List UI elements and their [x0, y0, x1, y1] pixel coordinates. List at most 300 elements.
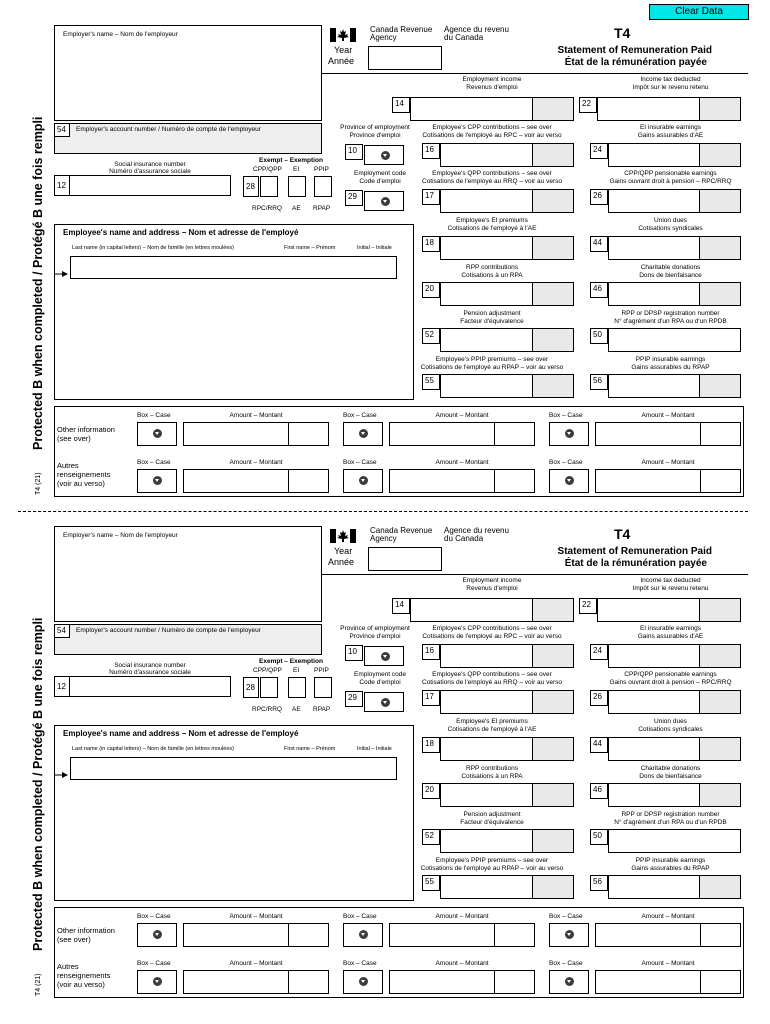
other-amount-input[interactable]: [389, 923, 535, 947]
exempt-rpc-label: RPC/RRQ: [252, 205, 282, 212]
other-amount-input[interactable]: [183, 970, 329, 994]
employee-name-input[interactable]: [70, 256, 397, 279]
label-b26-en: CPP/QPP pensionable earnings: [624, 671, 717, 678]
cents-field[interactable]: [699, 691, 740, 713]
label-b18-fr: Cotisations de l'employé à l'AE: [447, 726, 537, 733]
label-b46-en: Charitable donations: [640, 765, 701, 772]
other-label-en-2: (see over): [57, 935, 91, 944]
amount-label: Amount – Montant: [229, 459, 283, 466]
label-b26-fr: Gains ouvrant droit à pension – RPC/RRQ: [609, 679, 732, 686]
box-case-label: Box – Case: [343, 412, 377, 419]
other-label-en-1: Other information: [57, 926, 115, 935]
label-b50-en: RPP or DPSP registration number: [621, 811, 720, 818]
agency-en: Canada Revenue Agency: [370, 526, 433, 543]
initial-label: Initial – Initiale: [357, 746, 392, 752]
amount-input-20[interactable]: [440, 282, 574, 306]
other-label-fr-1: Autres: [57, 962, 79, 971]
exempt-cpp-checkbox[interactable]: [260, 176, 278, 197]
exempt-ae-label: AE: [292, 205, 301, 212]
chevron-down-icon: [359, 930, 368, 939]
cents-field[interactable]: [532, 738, 573, 760]
box-24: 24: [590, 143, 608, 159]
cents-field[interactable]: [532, 691, 573, 713]
box-12: 12: [54, 676, 70, 697]
exempt-title: Exempt – Exemption: [259, 658, 323, 665]
amount-label: Amount – Montant: [435, 459, 489, 466]
amount-input-16[interactable]: [440, 143, 574, 167]
employee-title: Employee's name and address – Nom et adresse de l'employé: [63, 228, 299, 237]
label-b17-en: Employee's QPP contributions – see over: [432, 170, 552, 177]
other-box-dropdown[interactable]: [137, 469, 177, 493]
exempt-ppip-label: PPIP: [314, 667, 329, 674]
amount-input-14[interactable]: [410, 97, 574, 121]
chevron-down-icon: [153, 977, 162, 986]
cents-field[interactable]: [699, 876, 740, 898]
amount-input-55[interactable]: [440, 875, 574, 899]
box-26: 26: [590, 189, 608, 205]
label-b18-en: Employee's EI premiums: [456, 217, 528, 224]
sin-input[interactable]: [54, 676, 231, 697]
box-16: 16: [422, 644, 440, 660]
cents-field[interactable]: [699, 237, 740, 259]
other-amount-input[interactable]: [595, 422, 741, 446]
province-dropdown[interactable]: [364, 646, 404, 666]
chevron-down-icon: [381, 151, 390, 160]
box-18: 18: [422, 236, 440, 252]
year-en: Year: [334, 546, 353, 556]
exempt-ppip-checkbox[interactable]: [314, 176, 332, 197]
other-label-fr-2: renseignements: [57, 470, 111, 479]
other-label-en-1: Other information: [57, 425, 115, 434]
box-10: 10: [345, 144, 363, 160]
cents-divider: [288, 924, 289, 946]
label-b22-en: Income tax deducted: [640, 76, 701, 83]
other-amount-input[interactable]: [183, 422, 329, 446]
other-box-dropdown[interactable]: [343, 970, 383, 994]
employee-title: Employee's name and address – Nom et adresse de l'employé: [63, 729, 299, 738]
other-label-fr-1: Autres: [57, 461, 79, 470]
other-box-dropdown[interactable]: [137, 970, 177, 994]
other-amount-input[interactable]: [183, 923, 329, 947]
label-b20-fr: Cotisations à un RPA: [461, 272, 523, 279]
cents-field[interactable]: [532, 375, 573, 397]
label-b14-en: Employment income: [462, 577, 522, 584]
other-box-dropdown[interactable]: [549, 923, 589, 947]
chevron-down-icon: [381, 197, 390, 206]
other-amount-input[interactable]: [389, 970, 535, 994]
exempt-ae-label: AE: [292, 706, 301, 713]
first-name-label: First name – Prénom: [284, 245, 336, 251]
exempt-ppip-checkbox[interactable]: [314, 677, 332, 698]
other-box-dropdown[interactable]: [343, 469, 383, 493]
cents-divider: [288, 423, 289, 445]
exempt-ei-checkbox[interactable]: [288, 677, 306, 698]
employer-name-field[interactable]: [54, 25, 322, 121]
chevron-down-icon: [565, 476, 574, 485]
year-fr: Année: [328, 56, 355, 66]
cents-field[interactable]: [699, 283, 740, 305]
amount-label: Amount – Montant: [435, 960, 489, 967]
label-b44-fr: Cotisations syndicales: [638, 726, 703, 733]
other-box-dropdown[interactable]: [549, 422, 589, 446]
box-26: 26: [590, 690, 608, 706]
chevron-down-icon: [381, 652, 390, 661]
box-52: 52: [422, 829, 440, 845]
cents-field[interactable]: [532, 98, 573, 120]
arrow-right-icon: [54, 765, 68, 771]
employment-code-dropdown[interactable]: [364, 692, 404, 712]
form-id: T4 (21): [35, 973, 42, 996]
cents-field[interactable]: [532, 645, 573, 667]
amount-input-52[interactable]: [440, 829, 574, 853]
cents-divider: [700, 470, 701, 492]
box-case-label: Box – Case: [137, 459, 171, 466]
label-b50-en: RPP or DPSP registration number: [621, 310, 720, 317]
other-box-dropdown[interactable]: [549, 469, 589, 493]
amount-input-26[interactable]: [608, 189, 741, 213]
canada-flag-icon: [330, 28, 356, 42]
label-b22-en: Income tax deducted: [640, 577, 701, 584]
box-20: 20: [422, 783, 440, 799]
box-12: 12: [54, 175, 70, 196]
amount-input-18[interactable]: [440, 737, 574, 761]
exempt-ei-checkbox[interactable]: [288, 176, 306, 197]
label-b55-en: Employee's PPIP premiums – see over: [435, 857, 549, 864]
clear-data-button[interactable]: Clear Data: [649, 4, 749, 20]
sin-label-2: Numéro d'assurance sociale: [109, 669, 191, 676]
label-b52-en: Pension adjustment: [463, 310, 521, 317]
cents-field[interactable]: [532, 190, 573, 212]
amount-input-22[interactable]: [597, 598, 741, 622]
exempt-ei-label: EI: [293, 667, 300, 674]
label-b44-fr: Cotisations syndicales: [638, 225, 703, 232]
box-44: 44: [590, 737, 608, 753]
amount-label: Amount – Montant: [229, 960, 283, 967]
cents-field[interactable]: [699, 98, 740, 120]
label-b20-en: RPP contributions: [466, 264, 518, 271]
amount-input-55[interactable]: [440, 374, 574, 398]
box-46: 46: [590, 282, 608, 298]
label-b55-fr: Cotisations de l'employé au RPAP – voir au verso: [420, 364, 564, 371]
label-b24-fr: Gains assurables d'AE: [637, 633, 704, 640]
amount-label: Amount – Montant: [641, 913, 695, 920]
amount-input-22[interactable]: [597, 97, 741, 121]
box-44: 44: [590, 236, 608, 252]
label-b46-fr: Dons de bienfaisance: [639, 773, 702, 780]
initial-label: Initial – Initiale: [357, 245, 392, 251]
slip-copy-2: [0, 501, 770, 1001]
protected-b-label: Protected B when completed / Protégé B une fois rempli: [31, 617, 45, 951]
label-b50-fr: N° d'agrément d'un RPA ou d'un RPDB: [614, 318, 727, 325]
sin-label-1: Social insurance number: [114, 662, 186, 669]
year-input[interactable]: [368, 46, 442, 70]
amount-input-24[interactable]: [608, 143, 741, 167]
box-52: 52: [422, 328, 440, 344]
label-b56-en: PPIP insurable earnings: [635, 356, 706, 363]
amount-label: Amount – Montant: [229, 412, 283, 419]
amount-input-44[interactable]: [608, 737, 741, 761]
box-22: 22: [579, 598, 597, 614]
other-amount-input[interactable]: [595, 923, 741, 947]
sin-label-1: Social insurance number: [114, 161, 186, 168]
arrow-right-icon: [54, 264, 68, 270]
exempt-cpp-label: CPP/QPP: [253, 667, 282, 674]
box-17: 17: [422, 189, 440, 205]
other-box-dropdown[interactable]: [137, 923, 177, 947]
agency-fr: Agence du revenu du Canada: [444, 25, 509, 42]
title-en: Statement of Remuneration Paid: [557, 546, 712, 557]
box-14: 14: [392, 598, 410, 614]
cents-field[interactable]: [699, 784, 740, 806]
amount-input-17[interactable]: [440, 690, 574, 714]
box-case-label: Box – Case: [549, 960, 583, 967]
cents-divider: [700, 924, 701, 946]
first-name-label: First name – Prénom: [284, 746, 336, 752]
box-17: 17: [422, 690, 440, 706]
cents-field[interactable]: [699, 190, 740, 212]
protected-b-label: Protected B when completed / Protégé B une fois rempli: [31, 116, 45, 450]
amount-input-46[interactable]: [608, 783, 741, 807]
cents-field[interactable]: [532, 237, 573, 259]
box-22: 22: [579, 97, 597, 113]
label-b26-en: CPP/QPP pensionable earnings: [624, 170, 717, 177]
chevron-down-icon: [565, 429, 574, 438]
other-amount-input[interactable]: [595, 469, 741, 493]
cents-field[interactable]: [532, 784, 573, 806]
label-b14-fr: Revenus d'emploi: [466, 84, 518, 91]
exempt-rpap-label: RPAP: [313, 205, 331, 212]
cents-field[interactable]: [532, 283, 573, 305]
label-b56-fr: Gains assurables du RPAP: [631, 865, 710, 872]
label-b55-en: Employee's PPIP premiums – see over: [435, 356, 549, 363]
amount-input-50[interactable]: [608, 328, 741, 352]
box-24: 24: [590, 644, 608, 660]
amount-input-50[interactable]: [608, 829, 741, 853]
header-rule: [322, 574, 748, 575]
cents-divider: [494, 971, 495, 993]
form-id: T4 (21): [35, 472, 42, 495]
chevron-down-icon: [381, 698, 390, 707]
cents-divider: [494, 924, 495, 946]
box-28: 28: [243, 176, 259, 197]
form-code: T4: [614, 25, 631, 41]
box-54: 54: [54, 624, 70, 638]
amount-input-46[interactable]: [608, 282, 741, 306]
cents-field[interactable]: [699, 144, 740, 166]
box-case-label: Box – Case: [549, 412, 583, 419]
box-56: 56: [590, 875, 608, 891]
label-b20-fr: Cotisations à un RPA: [461, 773, 523, 780]
cents-divider: [494, 423, 495, 445]
cents-field[interactable]: [532, 876, 573, 898]
exempt-cpp-label: CPP/QPP: [253, 166, 282, 173]
label-b22-fr: Impôt sur le revenu retenu: [632, 84, 709, 91]
label-b50-fr: N° d'agrément d'un RPA ou d'un RPDB: [614, 819, 727, 826]
employment-code-dropdown[interactable]: [364, 191, 404, 211]
box-case-label: Box – Case: [137, 960, 171, 967]
box-56: 56: [590, 374, 608, 390]
label-b16-fr: Cotisations de l'employé au RPC – voir au verso: [422, 633, 562, 640]
account-label: Employer's account number / Numéro de compte de l'employeur: [76, 126, 261, 133]
chevron-down-icon: [153, 930, 162, 939]
label-b55-fr: Cotisations de l'employé au RPAP – voir au verso: [420, 865, 564, 872]
slip-copy-1: [0, 0, 770, 500]
label-b17-fr: Cotisations de l'employé au RRQ – voir au verso: [422, 178, 562, 185]
amount-input-56[interactable]: [608, 875, 741, 899]
box-28: 28: [243, 677, 259, 698]
amount-label: Amount – Montant: [435, 412, 489, 419]
box-case-label: Box – Case: [549, 913, 583, 920]
cents-field[interactable]: [699, 375, 740, 397]
label-b22-fr: Impôt sur le revenu retenu: [632, 585, 709, 592]
amount-input-16[interactable]: [440, 644, 574, 668]
province-dropdown[interactable]: [364, 145, 404, 165]
amount-input-20[interactable]: [440, 783, 574, 807]
cents-field[interactable]: [532, 144, 573, 166]
label-b24-en: EI insurable earnings: [639, 625, 702, 632]
label-b16-fr: Cotisations de l'employé au RPC – voir au verso: [422, 132, 562, 139]
box-50: 50: [590, 328, 608, 344]
box-46: 46: [590, 783, 608, 799]
label-b18-en: Employee's EI premiums: [456, 718, 528, 725]
chevron-down-icon: [565, 930, 574, 939]
province-label-1: Province of employment: [340, 124, 410, 131]
cents-field[interactable]: [699, 599, 740, 621]
box-10: 10: [345, 645, 363, 661]
other-amount-input[interactable]: [389, 422, 535, 446]
amount-input-44[interactable]: [608, 236, 741, 260]
label-b46-en: Charitable donations: [640, 264, 701, 271]
label-b20-en: RPP contributions: [466, 765, 518, 772]
employee-address-input[interactable]: [70, 785, 397, 895]
cents-field[interactable]: [532, 830, 573, 852]
employee-address-input[interactable]: [70, 284, 397, 394]
amount-input-56[interactable]: [608, 374, 741, 398]
box-18: 18: [422, 737, 440, 753]
exempt-rpc-label: RPC/RRQ: [252, 706, 282, 713]
label-b17-fr: Cotisations de l'employé au RRQ – voir au verso: [422, 679, 562, 686]
label-b16-en: Employee's CPP contributions – see over: [432, 625, 552, 632]
amount-input-17[interactable]: [440, 189, 574, 213]
amount-input-14[interactable]: [410, 598, 574, 622]
sin-input[interactable]: [54, 175, 231, 196]
code-label-2: Code d'emploi: [359, 178, 401, 185]
year-en: Year: [334, 45, 353, 55]
label-b52-fr: Facteur d'équivalence: [460, 819, 524, 826]
box-55: 55: [422, 875, 440, 891]
title-fr: État de la rémunération payée: [564, 558, 707, 569]
cents-field[interactable]: [699, 645, 740, 667]
label-b46-fr: Dons de bienfaisance: [639, 272, 702, 279]
amount-input-24[interactable]: [608, 644, 741, 668]
label-b24-fr: Gains assurables d'AE: [637, 132, 704, 139]
form-code: T4: [614, 526, 631, 542]
employer-name-field[interactable]: [54, 526, 322, 622]
label-b14-fr: Revenus d'emploi: [466, 585, 518, 592]
box-54: 54: [54, 123, 70, 137]
cents-field[interactable]: [699, 738, 740, 760]
header-rule: [322, 73, 748, 74]
label-b52-fr: Facteur d'équivalence: [460, 318, 524, 325]
other-box-dropdown[interactable]: [549, 970, 589, 994]
amount-label: Amount – Montant: [229, 913, 283, 920]
other-amount-input[interactable]: [183, 469, 329, 493]
box-29: 29: [345, 691, 363, 707]
last-name-label: Last name (in capital letters) – Nom de famille (en lettres moulées): [72, 245, 235, 251]
amount-input-26[interactable]: [608, 690, 741, 714]
cents-divider: [700, 971, 701, 993]
cents-divider: [288, 971, 289, 993]
chevron-down-icon: [359, 476, 368, 485]
label-b17-en: Employee's QPP contributions – see over: [432, 671, 552, 678]
label-b26-fr: Gains ouvrant droit à pension – RPC/RRQ: [609, 178, 732, 185]
label-b56-fr: Gains assurables du RPAP: [631, 364, 710, 371]
agency-fr: Agence du revenu du Canada: [444, 526, 509, 543]
exempt-ppip-label: PPIP: [314, 166, 329, 173]
code-label-2: Code d'emploi: [359, 679, 401, 686]
other-box-dropdown[interactable]: [137, 422, 177, 446]
cents-field[interactable]: [532, 599, 573, 621]
employer-name-label: Employer's name – Nom de l'employeur: [63, 532, 178, 539]
box-case-label: Box – Case: [137, 412, 171, 419]
box-20: 20: [422, 282, 440, 298]
canada-flag-icon: [330, 529, 356, 543]
other-amount-input[interactable]: [389, 469, 535, 493]
employee-name-input[interactable]: [70, 757, 397, 780]
code-label-1: Employment code: [353, 671, 407, 678]
box-case-label: Box – Case: [343, 960, 377, 967]
year-input[interactable]: [368, 547, 442, 571]
amount-input-52[interactable]: [440, 328, 574, 352]
chevron-down-icon: [359, 429, 368, 438]
employer-name-label: Employer's name – Nom de l'employeur: [63, 31, 178, 38]
box-16: 16: [422, 143, 440, 159]
code-label-1: Employment code: [353, 170, 407, 177]
amount-label: Amount – Montant: [641, 459, 695, 466]
other-label-fr-2: renseignements: [57, 971, 111, 980]
other-box-dropdown[interactable]: [343, 923, 383, 947]
other-label-fr-3: (voir au verso): [57, 479, 105, 488]
title-en: Statement of Remuneration Paid: [557, 45, 712, 56]
exempt-title: Exempt – Exemption: [259, 157, 323, 164]
amount-input-18[interactable]: [440, 236, 574, 260]
box-50: 50: [590, 829, 608, 845]
box-case-label: Box – Case: [343, 913, 377, 920]
other-label-fr-3: (voir au verso): [57, 980, 105, 989]
exempt-cpp-checkbox[interactable]: [260, 677, 278, 698]
label-b52-en: Pension adjustment: [463, 811, 521, 818]
other-box-dropdown[interactable]: [343, 422, 383, 446]
amount-label: Amount – Montant: [435, 913, 489, 920]
cents-field[interactable]: [532, 329, 573, 351]
province-label-1: Province of employment: [340, 625, 410, 632]
label-b44-en: Union dues: [654, 217, 687, 224]
label-b24-en: EI insurable earnings: [639, 124, 702, 131]
label-b44-en: Union dues: [654, 718, 687, 725]
cents-divider: [700, 423, 701, 445]
other-amount-input[interactable]: [595, 970, 741, 994]
chevron-down-icon: [153, 476, 162, 485]
province-label-2: Province d'emploi: [349, 132, 401, 139]
exempt-ei-label: EI: [293, 166, 300, 173]
title-fr: État de la rémunération payée: [564, 57, 707, 68]
label-b14-en: Employment income: [462, 76, 522, 83]
chevron-down-icon: [565, 977, 574, 986]
year-fr: Année: [328, 557, 355, 567]
cents-divider: [494, 470, 495, 492]
agency-en: Canada Revenue Agency: [370, 25, 433, 42]
amount-label: Amount – Montant: [641, 960, 695, 967]
